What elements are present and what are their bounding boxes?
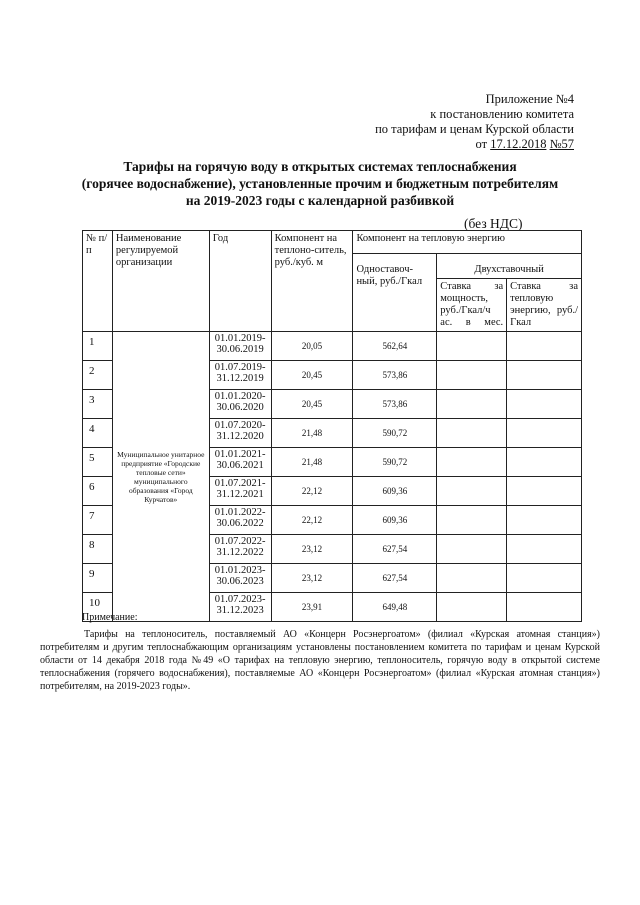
title-line-2: (горячее водоснабжение), установленные прочим и бюджетным потребителям	[81, 176, 559, 191]
header-num: № п/п	[83, 231, 113, 332]
row-carrier: 20,45	[271, 361, 353, 390]
row-power-rate	[437, 535, 507, 564]
row-period: 01.07.2020-31.12.2020	[209, 419, 271, 448]
row-period: 01.01.2019-30.06.2019	[209, 332, 271, 361]
header-energy-rate: Ставка за тепловую энергию, руб./Гкал	[507, 279, 582, 332]
row-period: 01.07.2023-31.12.2023	[209, 593, 271, 622]
header-double: Двухставочный	[437, 254, 582, 279]
row-number: 5	[83, 448, 113, 477]
row-number: 9	[83, 564, 113, 593]
row-single: 627,54	[353, 564, 437, 593]
row-power-rate	[437, 390, 507, 419]
row-period: 01.01.2021-30.06.2021	[209, 448, 271, 477]
note-label: Примечание:	[82, 612, 138, 623]
row-single: 573,86	[353, 390, 437, 419]
row-carrier: 20,45	[271, 390, 353, 419]
row-period: 01.01.2022-30.06.2022	[209, 506, 271, 535]
row-energy-rate	[507, 506, 582, 535]
note-text: Тарифы на теплоноситель, поставляемый АО «Концерн Росэнергоатом» (филиал «Курская атомная станция») потребителям и другим теплоснабжающим организациям установлены постановлением комитета по тарифам и ценам Курской области от 14 декабря 2018 года №49 «О тарифах на тепловую энергию, теплоноситель, горячую воду в открытой системе теплоснабжения (горячего водоснабжения), поставляемые АО «Концерн Росэнергоатом» (филиал «Курская атомная станция») потребителям, на 2019-2023 годы».	[40, 629, 600, 692]
vat-note: (без НДС)	[464, 216, 523, 231]
row-energy-rate	[507, 535, 582, 564]
row-single: 590,72	[353, 448, 437, 477]
row-energy-rate	[507, 448, 582, 477]
title-line-1: Тарифы на горячую воду в открытых системах теплоснабжения	[123, 159, 517, 174]
table-header-row-1	[83, 231, 582, 254]
row-power-rate	[437, 593, 507, 622]
row-power-rate	[437, 332, 507, 361]
appendix-from-label: от	[475, 137, 488, 151]
row-period: 01.07.2019-31.12.2019	[209, 361, 271, 390]
header-carrier: Компонент на теплоно-ситель, руб./куб. м	[271, 231, 353, 332]
row-number: 10	[83, 593, 113, 622]
row-number: 6	[83, 477, 113, 506]
row-period: 01.07.2021-31.12.2021	[209, 477, 271, 506]
row-carrier: 23,12	[271, 535, 353, 564]
row-number: 1	[83, 332, 113, 361]
row-single: 609,36	[353, 506, 437, 535]
appendix-date: 17.12.2018	[490, 137, 547, 151]
row-single: 609,36	[353, 477, 437, 506]
header-power-rate: Ставка за мощность, руб./Гкал/ч ас. в мес.	[437, 279, 507, 332]
row-number: 7	[83, 506, 113, 535]
table-row	[83, 332, 582, 361]
header-year: Год	[209, 231, 271, 332]
appendix-block	[375, 92, 574, 152]
row-number: 4	[83, 419, 113, 448]
row-power-rate	[437, 448, 507, 477]
appendix-line-2: к постановлению комитета	[430, 107, 574, 121]
header-single: Одноставоч-ный, руб./Гкал	[353, 254, 437, 332]
row-carrier: 22,12	[271, 477, 353, 506]
row-number: 3	[83, 390, 113, 419]
row-energy-rate	[507, 419, 582, 448]
appendix-line-1: Приложение №4	[485, 92, 574, 106]
row-period: 01.01.2020-30.06.2020	[209, 390, 271, 419]
row-power-rate	[437, 361, 507, 390]
header-energy: Компонент на тепловую энергию	[353, 231, 582, 254]
row-single: 627,54	[353, 535, 437, 564]
row-power-rate	[437, 506, 507, 535]
row-carrier: 23,91	[271, 593, 353, 622]
row-carrier: 20,05	[271, 332, 353, 361]
row-carrier: 23,12	[271, 564, 353, 593]
row-period: 01.07.2022-31.12.2022	[209, 535, 271, 564]
row-energy-rate	[507, 361, 582, 390]
row-number: 2	[83, 361, 113, 390]
row-single: 590,72	[353, 419, 437, 448]
row-carrier: 22,12	[271, 506, 353, 535]
appendix-number: №57	[549, 137, 574, 151]
row-single: 649,48	[353, 593, 437, 622]
appendix-date-line	[375, 137, 574, 152]
row-carrier: 21,48	[271, 419, 353, 448]
row-power-rate	[437, 477, 507, 506]
appendix-line-3: по тарифам и ценам Курской области	[375, 122, 574, 136]
row-power-rate	[437, 419, 507, 448]
row-single: 562,64	[353, 332, 437, 361]
organization-name: Муниципальное унитарное предприятие «Городские тепловые сети» муниципального образования «Город Курчатов»	[112, 332, 209, 622]
row-energy-rate	[507, 564, 582, 593]
row-energy-rate	[507, 477, 582, 506]
row-power-rate	[437, 564, 507, 593]
row-carrier: 21,48	[271, 448, 353, 477]
title-line-3: на 2019-2023 годы с календарной разбивкой	[185, 193, 455, 208]
header-org: Наименование регулируемой организации	[112, 231, 209, 332]
row-number: 8	[83, 535, 113, 564]
row-energy-rate	[507, 593, 582, 622]
tariff-table	[82, 230, 582, 622]
row-energy-rate	[507, 332, 582, 361]
row-energy-rate	[507, 390, 582, 419]
row-single: 573,86	[353, 361, 437, 390]
row-period: 01.01.2023-30.06.2023	[209, 564, 271, 593]
document-title	[40, 158, 600, 209]
